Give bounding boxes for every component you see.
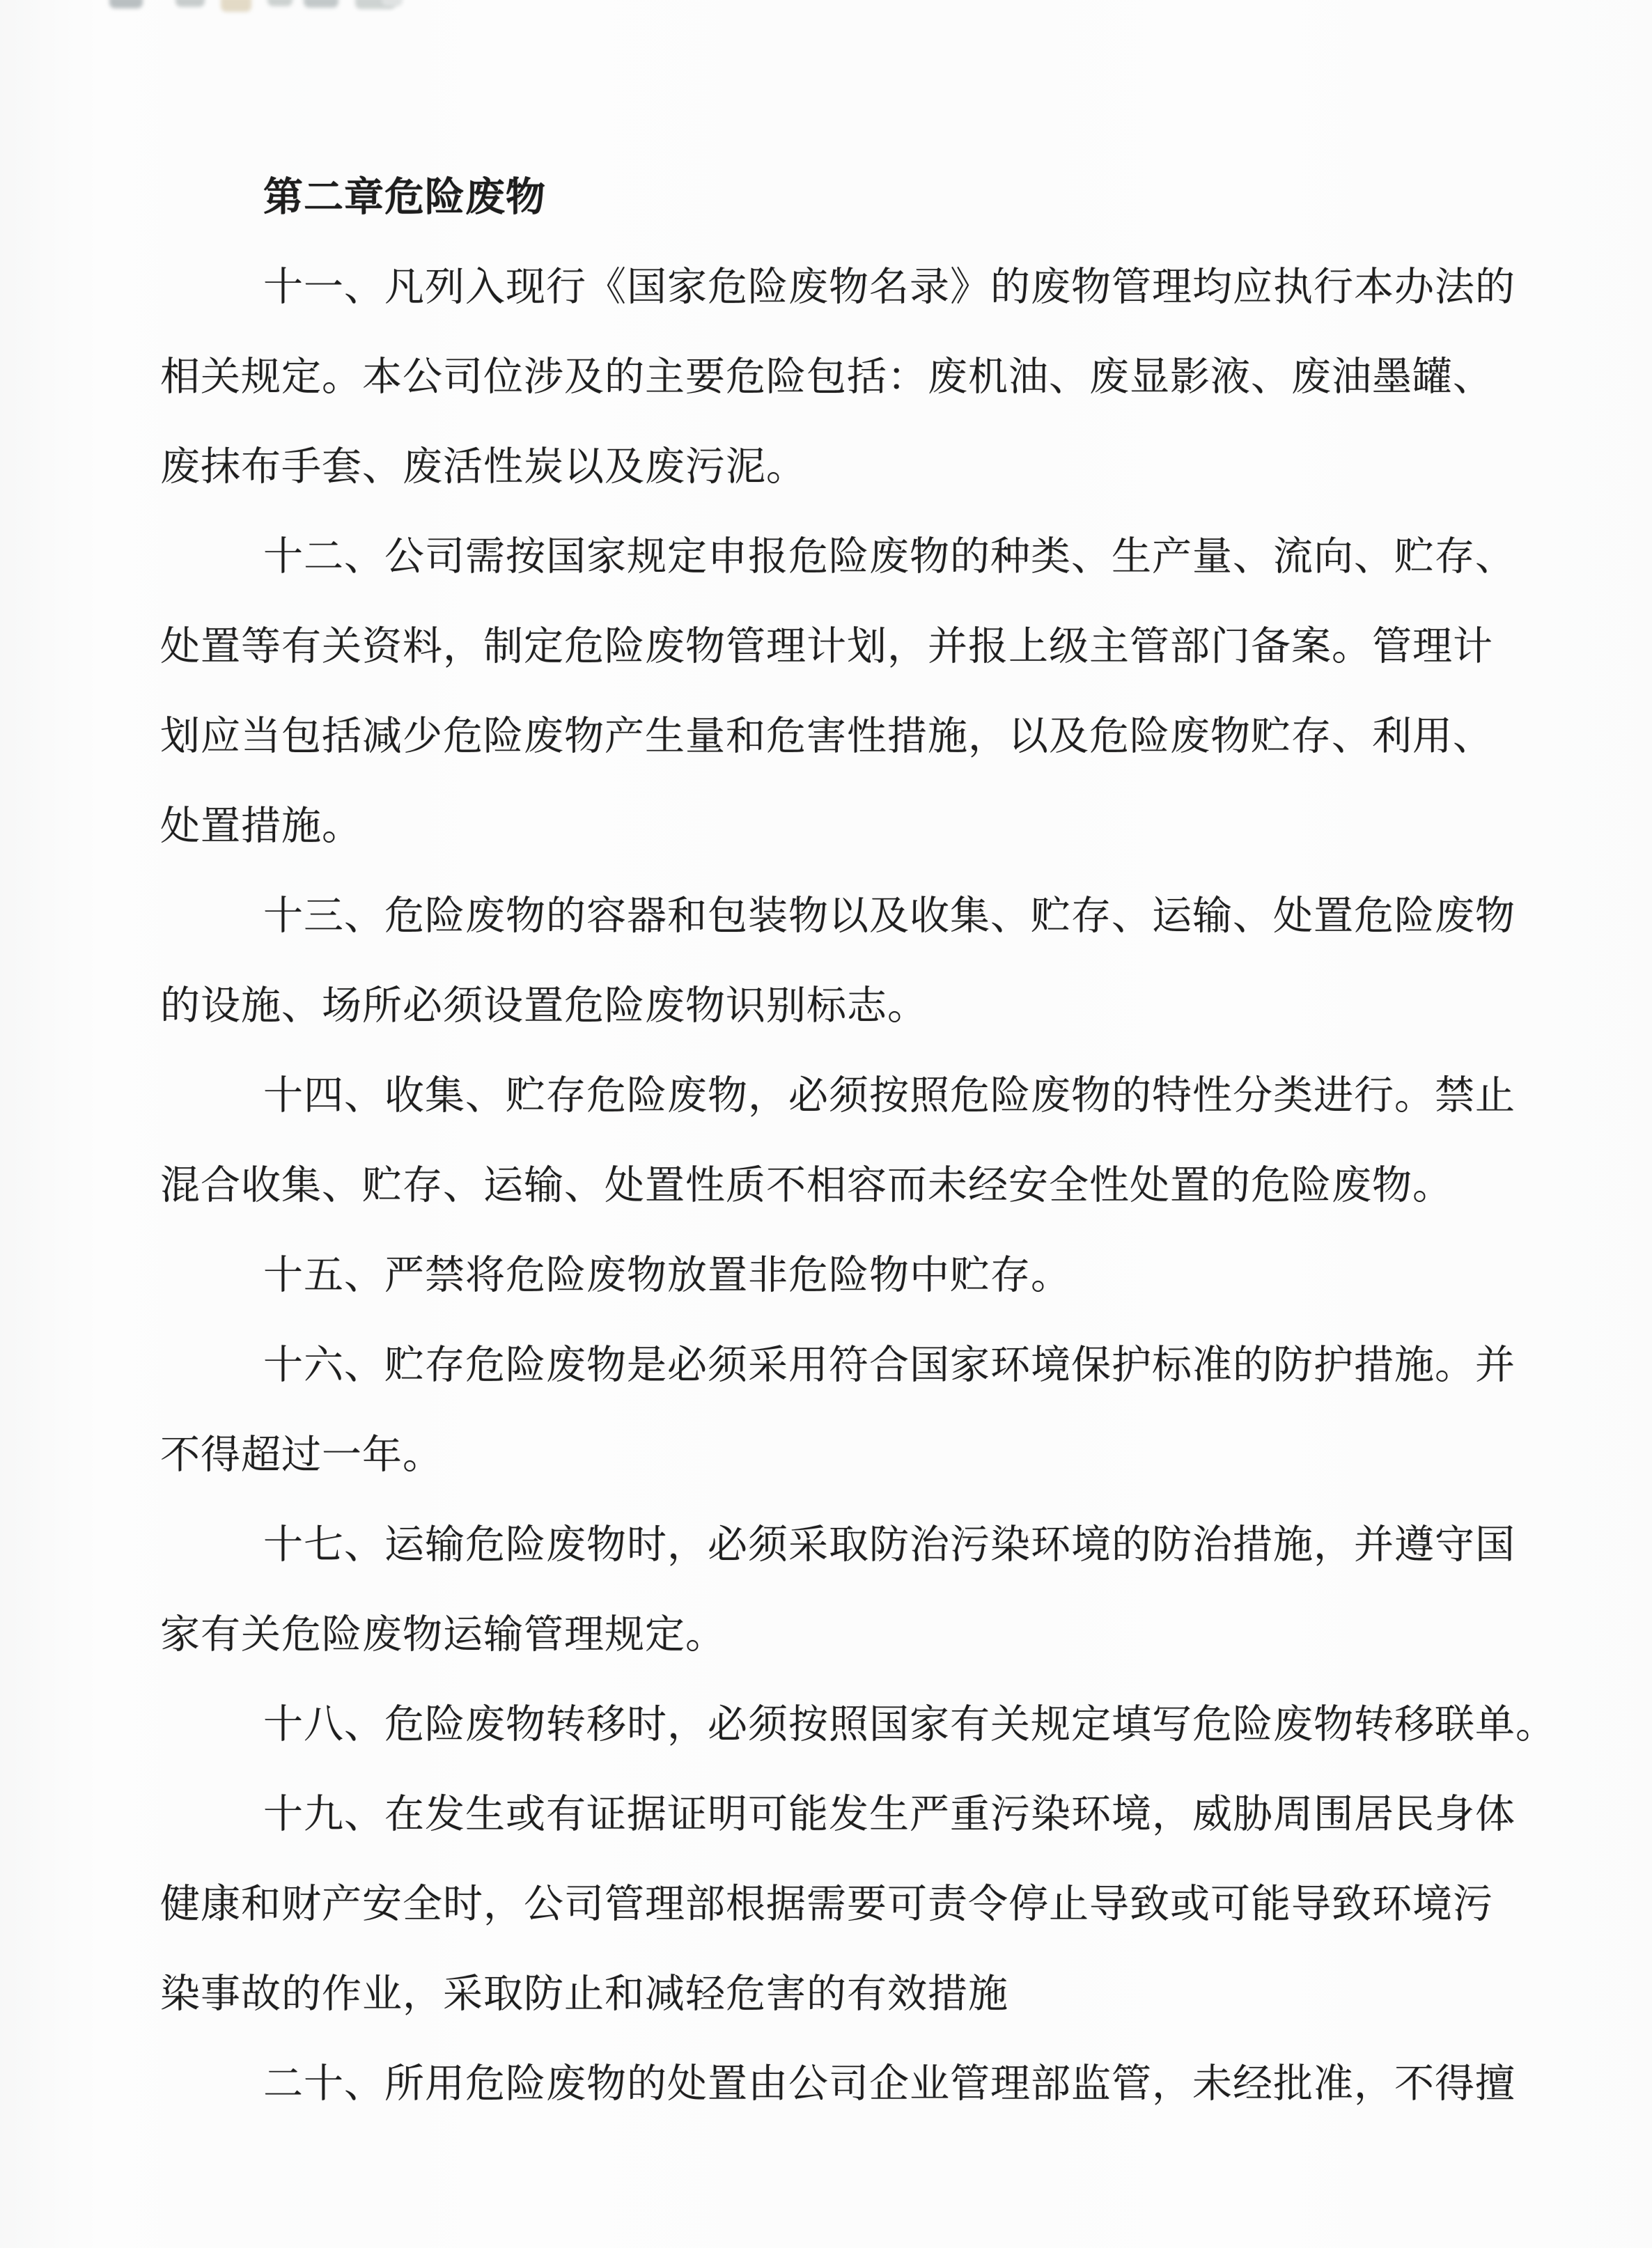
text-line-item-16: 十六、贮存危险废物是必须采用符合国家环境保护标准的防护措施。并 — [263, 1343, 1515, 1387]
text-line: 废抹布手套、废活性炭以及废污泥。 — [160, 445, 806, 489]
text-line: 划应当包括减少危险废物产生量和危害性措施，以及危险废物贮存、利用、 — [160, 715, 1493, 758]
text-line-item-13: 十三、危险废物的容器和包装物以及收集、贮存、运输、处置危险废物 — [263, 894, 1515, 938]
scan-artifact — [109, 0, 143, 8]
scan-artifact — [304, 0, 338, 8]
text-line: 处置等有关资料，制定危险废物管理计划，并报上级主管部门备案。管理计 — [160, 625, 1493, 669]
document-body — [160, 153, 1556, 2129]
text-line-item-20: 二十、所用危险废物的处置由公司企业管理部监管，未经批准，不得擅 — [263, 2062, 1515, 2106]
scan-artifact — [267, 0, 293, 6]
text-line: 处置措施。 — [160, 804, 362, 848]
text-line: 染事故的作业，采取防止和减轻危害的有效措施 — [160, 1972, 1008, 2016]
text-line-item-11: 十一、凡列入现行《国家危险废物名录》的废物管理均应执行本办法的 — [263, 265, 1515, 309]
text-line-item-14: 十四、收集、贮存危险废物，必须按照危险废物的特性分类进行。禁止 — [263, 1074, 1515, 1118]
text-line: 相关规定。本公司位涉及的主要危险包括：废机油、废显影液、废油墨罐、 — [160, 355, 1493, 399]
text-line-item-17: 十七、运输危险废物时，必须采取防治污染环境的防治措施，并遵守国 — [263, 1523, 1515, 1567]
scan-artifact — [176, 0, 205, 7]
text-line-item-15: 十五、严禁将危险废物放置非危险物中贮存。 — [263, 1254, 1071, 1297]
text-line-item-12: 十二、公司需按国家规定申报危险废物的种类、生产量、流向、贮存、 — [263, 535, 1515, 579]
text-line: 的设施、场所必须设置危险废物识别标志。 — [160, 984, 928, 1028]
text-line: 混合收集、贮存、运输、处置性质不相容而未经安全性处置的危险废物。 — [160, 1164, 1453, 1208]
text-line-item-19: 十九、在发生或有证据证明可能发生严重污染环境，威胁周围居民身体 — [263, 1793, 1515, 1836]
text-line: 家有关危险废物运输管理规定。 — [160, 1613, 726, 1657]
scan-artifact — [221, 0, 251, 12]
scan-artifact — [382, 0, 403, 6]
chapter-heading: 第二章危险废物 — [263, 175, 546, 219]
text-line: 健康和财产安全时，公司管理部根据需要可责令停止导致或可能导致环境污 — [160, 1882, 1493, 1926]
text-line-item-18: 十八、危险废物转移时，必须按照国家有关规定填写危险废物转移联单。 — [263, 1703, 1556, 1747]
text-line: 不得超过一年。 — [160, 1433, 443, 1477]
